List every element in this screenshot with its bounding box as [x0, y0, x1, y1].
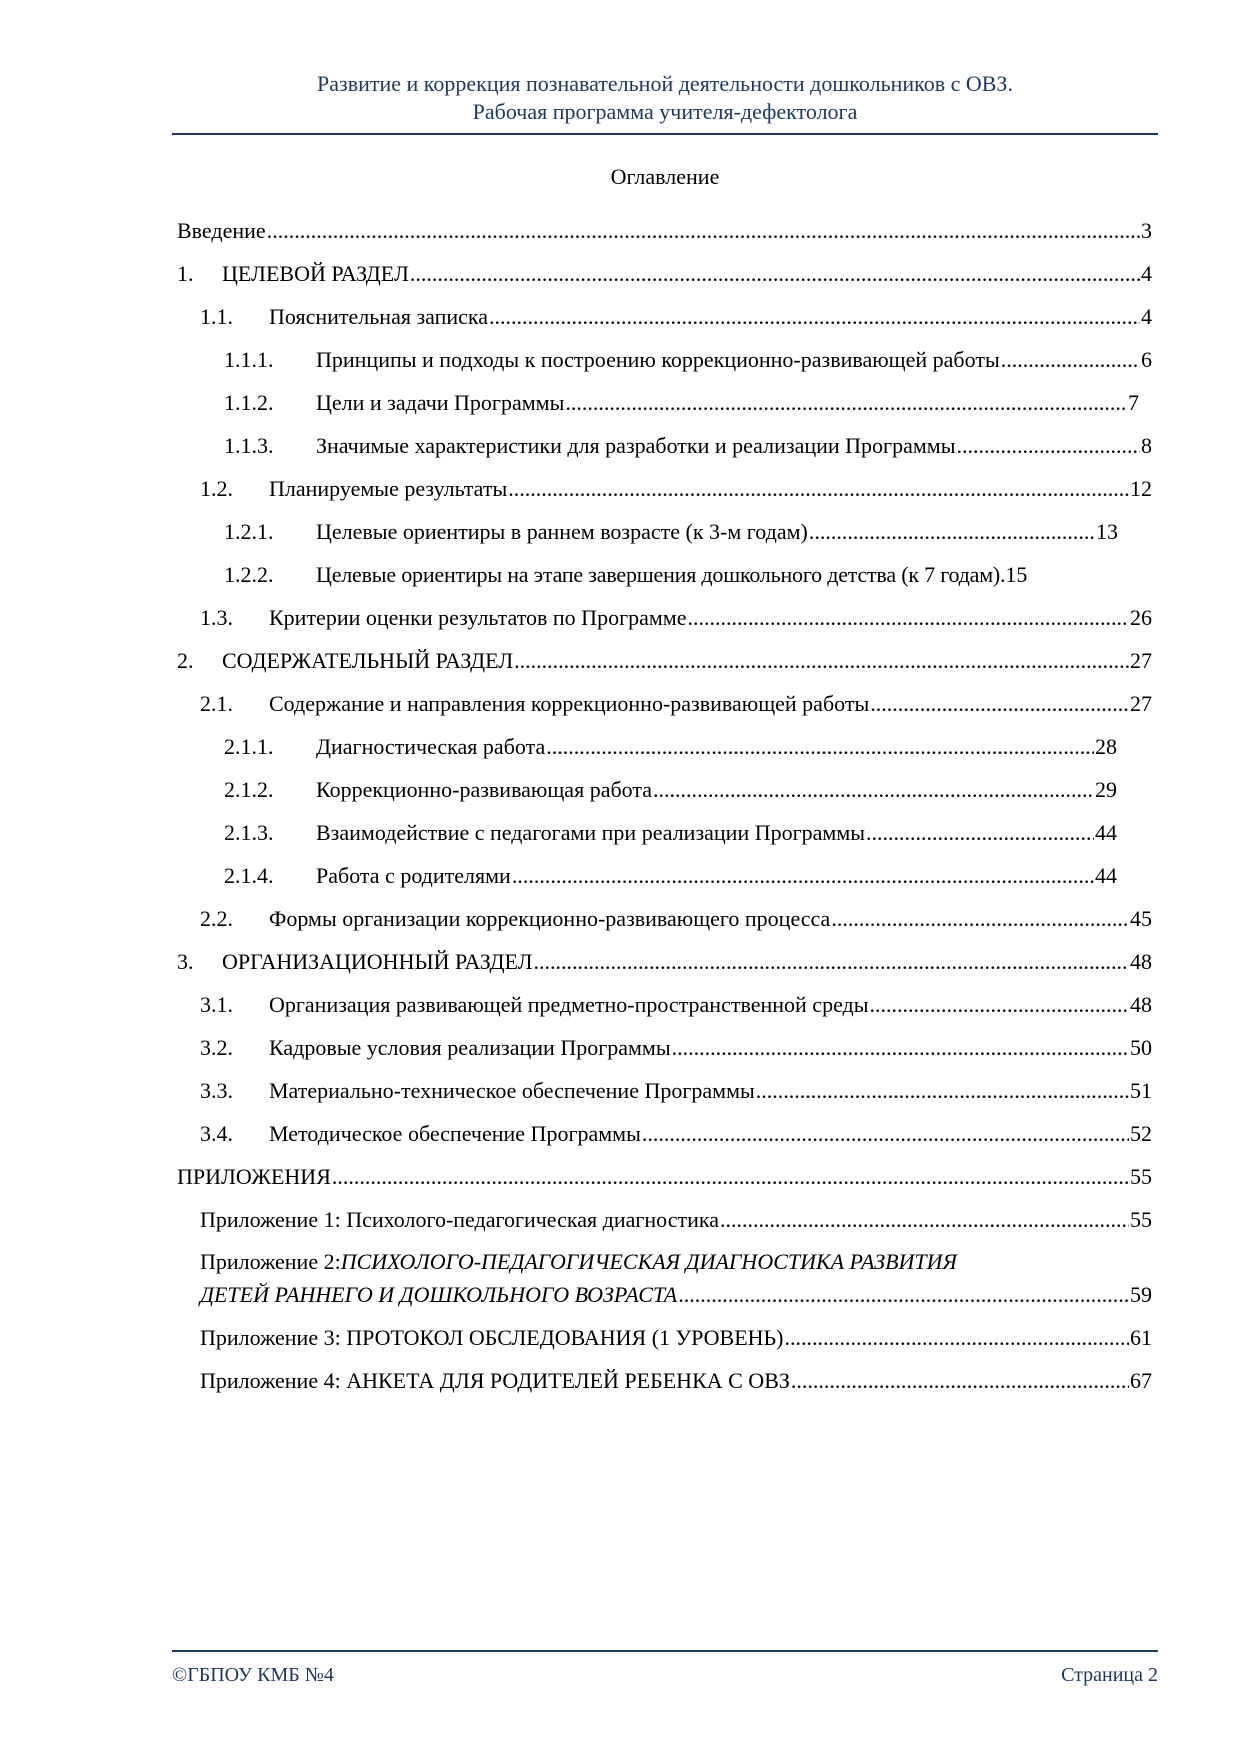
- toc-entry-page: 67: [1130, 1368, 1152, 1393]
- toc-leader: [756, 1077, 1129, 1105]
- toc-entry-title: Диагностическая работа: [316, 734, 546, 759]
- header-rule: [172, 133, 1158, 135]
- toc-leader: [410, 260, 1140, 288]
- toc-entry-title: Планируемые результаты: [269, 476, 508, 501]
- toc-entry[interactable]: [200, 905, 1152, 933]
- toc-entry-title: Материально-техническое обеспечение Программы: [269, 1078, 755, 1103]
- toc-leader: [831, 905, 1129, 933]
- header-line-2: Рабочая программа учителя-дефектолога: [472, 99, 858, 124]
- toc-entry-page: 27: [1130, 648, 1152, 673]
- toc-entry-number: 1.1.2.: [224, 390, 274, 415]
- toc-entry-number: 3.2.: [200, 1035, 233, 1060]
- toc-entry-title: ОРГАНИЗАЦИОННЫЙ РАЗДЕЛ: [222, 949, 533, 974]
- toc-entry-title: Работа с родителями: [316, 863, 511, 888]
- toc-leader: [267, 217, 1140, 245]
- toc-entry-title: Критерии оценки результатов по Программе: [269, 605, 687, 630]
- toc-entry-page: 48: [1130, 949, 1152, 974]
- toc-entry[interactable]: [200, 1248, 1152, 1276]
- toc-entry-page: 59: [1130, 1282, 1152, 1307]
- toc-entry-page: 28: [1095, 734, 1117, 759]
- footer-rule: [172, 1650, 1158, 1652]
- toc-entry-page: 4: [1141, 304, 1152, 329]
- toc-entry-page: 55: [1130, 1207, 1152, 1232]
- toc-entry-number: 1.3.: [200, 605, 233, 630]
- toc-entry-page: 51: [1130, 1078, 1152, 1103]
- toc-leader: [687, 604, 1129, 632]
- toc-entry-number: 1.1.3.: [224, 433, 274, 458]
- toc-entry[interactable]: [177, 1163, 1152, 1191]
- toc-entry-title: Принципы и подходы к построению коррекционно-развивающей работы: [316, 347, 1000, 372]
- header-line-1: Развитие и коррекция познавательной деятельности дошкольников с ОВЗ.: [317, 71, 1013, 96]
- toc-entry-page: 6: [1141, 347, 1152, 372]
- toc-leader: [514, 647, 1129, 675]
- toc-entry-page: 15: [1005, 562, 1028, 587]
- toc-leader: [653, 776, 1094, 804]
- toc-entry-title-italic: ПСИХОЛОГО-ПЕДАГОГИЧЕСКАЯ ДИАГНОСТИКА РАЗВИТИЯ: [340, 1249, 958, 1274]
- toc-entry-page: 29: [1095, 777, 1117, 802]
- toc-entry-continuation[interactable]: [200, 1281, 1152, 1309]
- toc-entry-number: 2.2.: [200, 906, 233, 931]
- toc-title: Оглавление: [610, 164, 720, 189]
- toc-entry-title: Формы организации коррекционно-развивающего процесса: [269, 906, 831, 931]
- toc-entry-title: ЦЕЛЕВОЙ РАЗДЕЛ: [222, 261, 409, 286]
- toc-leader: [489, 303, 1140, 331]
- toc-entry[interactable]: [200, 303, 1152, 331]
- toc-leader: [866, 819, 1094, 847]
- toc-entry-title: Введение: [177, 218, 266, 243]
- toc-entry-title-italic: ДЕТЕЙ РАННЕГО И ДОШКОЛЬНОГО ВОЗРАСТА: [200, 1282, 678, 1307]
- toc-leader: [791, 1367, 1129, 1395]
- footer-copyright: ©ГБПОУ КМБ №4: [172, 1664, 334, 1686]
- toc-entry-page: 44: [1095, 820, 1117, 845]
- toc-entry-title: Приложение 3: ПРОТОКОЛ ОБСЛЕДОВАНИЯ (1 УРОВЕНЬ): [200, 1325, 784, 1350]
- toc-leader: [870, 690, 1129, 718]
- toc-leader: [642, 1120, 1129, 1148]
- toc-entry-title: Методическое обеспечение Программы: [269, 1121, 641, 1146]
- toc-entry[interactable]: [200, 475, 1152, 503]
- running-header: [172, 70, 1158, 126]
- toc-entry[interactable]: [200, 604, 1152, 632]
- toc-entry-title: Приложение 4: АНКЕТА ДЛЯ РОДИТЕЛЕЙ РЕБЕНКА С ОВЗ: [200, 1368, 790, 1393]
- toc-entry[interactable]: [200, 1206, 1152, 1234]
- toc-entry-page: 12: [1130, 476, 1152, 501]
- toc-entry-number: 1.2.: [200, 476, 233, 501]
- toc-entry-number: 3.4.: [200, 1121, 233, 1146]
- toc-entry[interactable]: [224, 776, 1117, 804]
- toc-leader: [956, 432, 1140, 460]
- toc-entry[interactable]: [224, 819, 1117, 847]
- toc-entry-page: 8: [1141, 433, 1152, 458]
- toc-entry-number: 1.: [177, 261, 194, 286]
- toc-entry-number: 2.: [177, 648, 194, 673]
- toc-entry[interactable]: [224, 561, 1154, 589]
- toc-entry-title: ПРИЛОЖЕНИЯ: [177, 1164, 331, 1189]
- toc-entry-title: Целевые ориентиры на этапе завершения дошкольного детства (к 7 годам).: [316, 562, 1006, 587]
- toc-entry-page: 45: [1130, 906, 1152, 931]
- toc-entry[interactable]: [200, 690, 1152, 718]
- toc-leader: [720, 1206, 1129, 1234]
- toc-entry-number: 3.1.: [200, 992, 233, 1017]
- toc-leader: [332, 1163, 1129, 1191]
- toc-entry[interactable]: [224, 389, 1139, 417]
- toc-entry-title: Пояснительная записка: [269, 304, 489, 329]
- toc-entry-title: Содержание и направления коррекционно-развивающей работы: [269, 691, 870, 716]
- toc-entry-number: 1.2.1.: [224, 519, 274, 544]
- toc-leader: [672, 1034, 1129, 1062]
- toc-entry[interactable]: [177, 948, 1152, 976]
- toc-leader: [809, 518, 1095, 546]
- toc-leader: [546, 733, 1094, 761]
- toc-entry-number: 2.1.4.: [224, 863, 274, 888]
- toc-entry-page: 44: [1095, 863, 1117, 888]
- toc-entry-title: Приложение 2:: [200, 1249, 341, 1274]
- toc-entry-page: 3: [1141, 218, 1152, 243]
- toc-entry[interactable]: [200, 1077, 1152, 1105]
- toc-entry-title: СОДЕРЖАТЕЛЬНЫЙ РАЗДЕЛ: [222, 648, 514, 673]
- toc-entry-number: 2.1.2.: [224, 777, 274, 802]
- toc-entry-title: Коррекционно-развивающая работа: [316, 777, 653, 802]
- toc-entry-page: 50: [1130, 1035, 1152, 1060]
- toc-leader: [565, 389, 1127, 417]
- toc-entry[interactable]: [177, 217, 1152, 245]
- toc-entry-title: Взаимодействие с педагогами при реализации Программы: [316, 820, 866, 845]
- toc-entry-page: 61: [1130, 1325, 1152, 1350]
- toc-entry-title: Кадровые условия реализации Программы: [269, 1035, 671, 1060]
- toc-leader: [870, 991, 1129, 1019]
- toc-entry-number: 1.1.: [200, 304, 233, 329]
- toc-entry[interactable]: [200, 1324, 1152, 1352]
- toc-entry-number: 3.3.: [200, 1078, 233, 1103]
- toc-entry-number: 1.2.2.: [224, 562, 274, 587]
- toc-entry-number: 2.1.: [200, 691, 233, 716]
- toc-entry-page: 48: [1130, 992, 1152, 1017]
- toc-entry[interactable]: [177, 260, 1152, 288]
- toc-entry-page: 26: [1130, 605, 1152, 630]
- toc-entry-number: 2.1.3.: [224, 820, 274, 845]
- toc-entry[interactable]: [200, 1367, 1152, 1395]
- toc-entry-title: Приложение 1: Психолого-педагогическая диагностика: [200, 1207, 719, 1232]
- toc-leader: [508, 475, 1129, 503]
- toc-entry[interactable]: [224, 432, 1152, 460]
- toc-entry-number: 2.1.1.: [224, 734, 274, 759]
- toc-entry[interactable]: [224, 862, 1117, 890]
- toc-entry-number: 1.1.1.: [224, 347, 274, 372]
- toc-entry-title: Целевые ориентиры в раннем возрасте (к 3-м годам): [316, 519, 808, 544]
- toc-entry-page: 52: [1130, 1121, 1152, 1146]
- toc-entry[interactable]: [177, 647, 1152, 675]
- toc-leader: [678, 1281, 1129, 1309]
- toc-entry[interactable]: [200, 1034, 1152, 1062]
- toc-leader: [512, 862, 1094, 890]
- toc-entry[interactable]: [200, 1120, 1152, 1148]
- toc-entry-page: 13: [1096, 519, 1118, 544]
- toc-entry-title: Значимые характеристики для разработки и реализации Программы: [316, 433, 956, 458]
- toc-entry-title: Организация развивающей предметно-пространственной среды: [269, 992, 869, 1017]
- toc-entry[interactable]: [200, 991, 1152, 1019]
- toc-leader: [784, 1324, 1129, 1352]
- toc-entry-page: 27: [1130, 691, 1152, 716]
- toc-leader: [1001, 346, 1140, 374]
- toc-leader: [534, 948, 1129, 976]
- toc-entry-title: Цели и задачи Программы: [316, 390, 565, 415]
- toc-entry[interactable]: [224, 733, 1117, 761]
- footer-page-number: Страница 2: [1061, 1664, 1158, 1686]
- toc-entry-number: 3.: [177, 949, 194, 974]
- toc-entry[interactable]: [224, 518, 1118, 546]
- toc-entry-page: 7: [1128, 390, 1139, 415]
- toc-entry-page: 4: [1141, 261, 1152, 286]
- toc-entry[interactable]: [224, 346, 1152, 374]
- toc-entry-page: 55: [1130, 1164, 1152, 1189]
